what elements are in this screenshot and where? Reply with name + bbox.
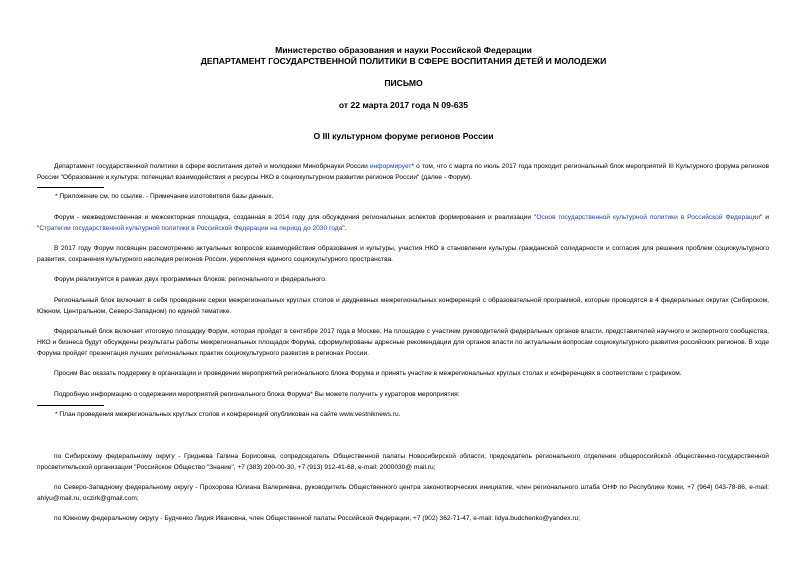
footnote-schedule: * План проведения межрегиональных круглых столов и конференций опубликован на сайте www.vestniknews.ru. (55, 411, 401, 418)
document-type: ПИСЬМО (384, 78, 423, 88)
footnote-appendix: * Приложение см. по ссылке. - Примечание изготовителя базы данных. (55, 193, 274, 200)
intro-text-end: * о том, что с марта по июль 2017 года проходит региональный блок мероприятий III Культурного форума регионов России "Образование и культура: потенциал взаимодействия и ресурсы НКО в социокультурном развитии регионов России" (далее - Форум). (37, 163, 769, 181)
document-date-number: от 22 марта 2017 года N 09-635 (338, 100, 469, 110)
contact-northwest: по Северо-Западному федеральному округу - Прохорова Юлиана Валериевна, руководитель Общественного центра законотворческих инициатив, член регионального штаба ОНФ по Республике Коми, +7 (964) 043-78-86, e-mail: ahlyu@mail.ru, oczirk@gmail.com; (37, 484, 769, 502)
document-subject: О III культурном форуме регионов России (313, 131, 494, 141)
forum-text-middle: " и " (37, 214, 769, 232)
footnote-divider (37, 405, 104, 406)
contact-southern: по Южному федеральному округу - Будченко Лидия Ивановна, член Общественной палаты Российской Федерации, +7 (902) 362-71-47, e-mail: lidya.budchenko@yandex.ru; (54, 515, 581, 522)
paragraph-forum-2017: В 2017 году Форум посвящен рассмотрению актуальных вопросов взаимодействия образования и культуры, участия НКО в становлении культуры гражданской солидарности и согласия для решения проблем социокультурного развития, сохранения культурного наследия регионов России, укрепления единого социокультурного пространства. (37, 245, 769, 263)
paragraph-info-curators: Подробную информацию о содержании мероприятий регионального блока Форума* Вы можете получить у кураторов мероприятия: (54, 391, 460, 398)
cultural-policy-strategy-link[interactable]: Стратегии государственной культурной политики в Российской Федерации на период до 2030 года (39, 225, 343, 232)
forum-text-start: Форум - межведомственная и межсекторная площадка, созданная в 2014 году для обсуждения региональных аспектов формирования и реализации " (54, 214, 537, 221)
paragraph-forum-definition (37, 212, 769, 234)
intro-text-start: Департамент государственной политики в сфере воспитания детей и молодежи Минобрнауки России (54, 163, 370, 170)
informs-link[interactable]: информирует (369, 163, 412, 170)
department-name: ДЕПАРТАМЕНТ ГОСУДАРСТВЕННОЙ ПОЛИТИКИ В СФЕРЕ ВОСПИТАНИЯ ДЕТЕЙ И МОЛОДЕЖИ (200, 56, 607, 66)
paragraph-regional-block: Региональный блок включает в себя проведение серии межрегиональных круглых столов и двудневных межрегиональных конференций с образовательной программой, которые проводятся в 4 федеральных округах (Сибирском, Южном, Центральном, Северо-Западном) по единой тематике. (37, 297, 769, 315)
ministry-name: Министерство образования и науки Российской Федерации (275, 45, 532, 55)
footnote-divider (37, 187, 104, 188)
forum-text-end: ". (342, 225, 347, 232)
paragraph-federal-block: Федеральный блок включает итоговую площадку Форум, которая пройдет в сентябре 2017 года в Москве. На площадке с участием руководителей федеральных органов власти, представителей научного и экспертного сообщества, НКО и бизнеса будут обсуждены результаты работы межрегиональных площадок Форума, сформулированы адресные рекомендации для органов власти по актуальным вопросам социокультурного развития российских регионов. В ходе Форума пройдет презентация лучших региональных практик социокультурного развития в регионах России. (37, 328, 769, 357)
paragraph-blocks: Форум реализуется в рамках двух программных блоков: регионального и федерального. (54, 276, 327, 283)
paragraph-intro (37, 161, 769, 183)
paragraph-request-support: Просим Вас оказать поддержку в организации и проведении мероприятий регионального блока Форума и принять участие в межрегиональных круглых столах и конференциях в соответствии с графиком. (54, 370, 682, 377)
contact-siberian: по Сибирскому федеральному округу - Гриднева Галина Борисовна, сопредседатель Общественной палаты Новосибирской области, председатель регионального отделения общероссийской общественно-государственной просветительской организации "Российское Общество "Знание", +7 (383) 200-00-30, +7 (913) 912-41-68, e-mail: 2000030@ mail.ru; (37, 453, 769, 471)
cultural-policy-basics-link[interactable]: Основ государственной культурной политики в Российской Федерации (536, 214, 760, 221)
